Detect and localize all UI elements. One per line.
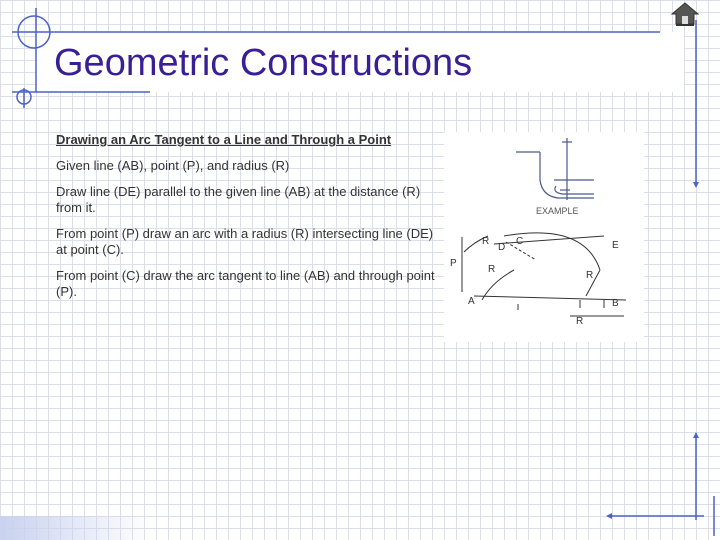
home-button[interactable] (668, 0, 702, 28)
label-a: A (468, 296, 475, 307)
paragraph-1: Given line (AB), point (P), and radius (R) (56, 158, 290, 173)
decor-arrow-down (693, 182, 699, 188)
label-r-3: R (586, 270, 594, 281)
slide-title: Geometric Constructions (54, 42, 473, 84)
paragraph-3: From point (P) draw an arc with a radius (R) intersecting line (DE) at point (C). (56, 226, 434, 257)
label-d: D (498, 242, 506, 253)
paragraph-2: Draw line (DE) parallel to the given line (AB) at the distance (R) from it. (56, 184, 421, 215)
section-heading: Drawing an Arc Tangent to a Line and Through a Point (56, 132, 392, 147)
label-c: C (516, 236, 524, 247)
slide-body (56, 132, 436, 310)
home-icon (668, 0, 702, 28)
bottom-band (0, 516, 150, 540)
label-r-1: R (482, 236, 490, 247)
label-r-4: R (576, 316, 584, 327)
label-b: B (612, 298, 619, 309)
construction-figure (444, 132, 644, 342)
example-label: EXAMPLE (536, 206, 579, 216)
decor-arrow-up (693, 432, 699, 438)
label-r-2: R (488, 264, 496, 275)
label-e: E (612, 240, 619, 251)
paragraph-4: From point (C) draw the arc tangent to line (AB) and through point (P). (56, 268, 435, 299)
label-p: P (450, 258, 457, 269)
decor-arrow-left (606, 513, 612, 519)
